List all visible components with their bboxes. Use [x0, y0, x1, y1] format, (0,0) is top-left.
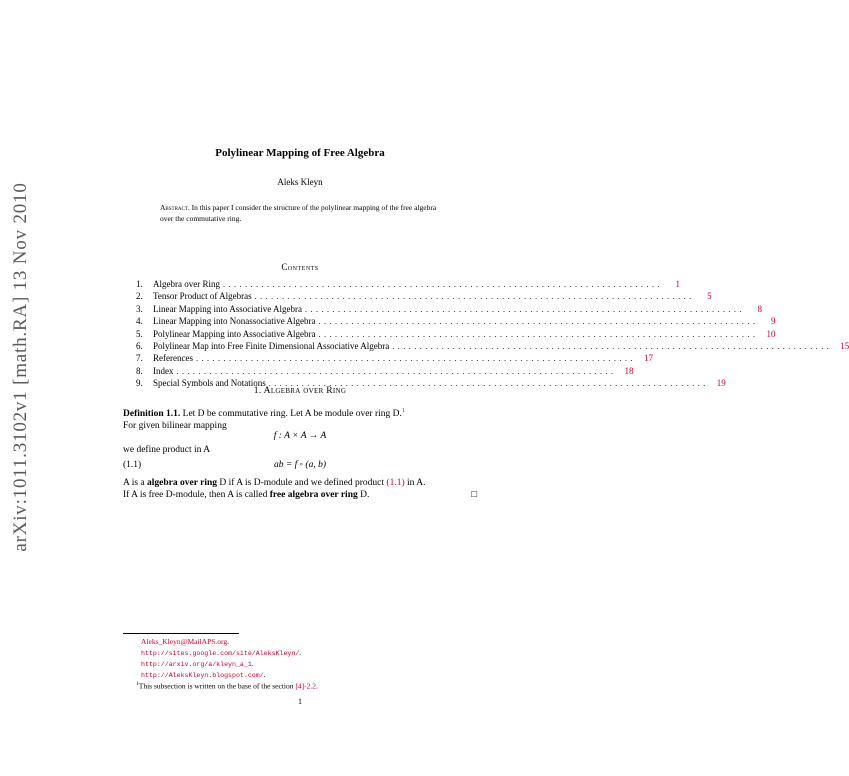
footnote-mark[interactable]: 1 — [401, 408, 405, 414]
qed-icon: □ — [471, 490, 477, 500]
toc-item[interactable]: 9. Special Symbols and Notations ................................................................................ 19 — [136, 378, 726, 389]
toc-item[interactable]: 7. References ................................................................................ 17 — [136, 353, 653, 364]
author-email-line: Aleks_Kleyn@MailAPS.org. — [141, 637, 230, 646]
definition-label: Definition 1.1. — [123, 409, 181, 420]
url-line: http://AleksKleyn.blogspot.com/. — [141, 670, 266, 679]
toc-item[interactable]: 6. Polylinear Map into Free Finite Dimensional Associative Algebra ................................................................................ 15 — [136, 340, 849, 351]
equation-1-1 — [123, 459, 477, 471]
toc-item[interactable]: 1. Algebra over Ring ................................................................................ 1 — [136, 279, 680, 289]
url-link[interactable]: http://arxiv.org/a/kleyn_a_1 — [141, 661, 252, 668]
abstract — [160, 202, 450, 224]
url-link[interactable]: http://AleksKleyn.blogspot.com/ — [141, 672, 264, 679]
equation-ref-link[interactable]: (1.1) — [386, 478, 405, 488]
equation-body: ab = f ◦ (a, b) — [274, 460, 326, 470]
display-mapping: f : A × A → A — [273, 431, 327, 441]
arxiv-id: arXiv:1011.3102v1 [math.RA] 13 Nov 2010 — [10, 182, 31, 552]
citation-link[interactable]: [4]-2.2 — [295, 681, 317, 691]
toc-item[interactable]: 2. Tensor Product of Algebras ................................................................................ 5 — [136, 291, 712, 302]
toc-item[interactable]: 3. Linear Mapping into Associative Algebra ................................................................................ 8 — [136, 303, 762, 314]
text-line: we define product in A — [123, 445, 211, 455]
toc-item[interactable]: 4. Linear Mapping into Nonassociative Algebra ................................................................................ 9 — [136, 316, 776, 327]
algebra-definition-paragraph: A is a algebra over ring D if A is D-module and we defined product (1.1) in A. If A is free D-module, then A is called free algebra over ring D. □ — [123, 478, 477, 500]
table-of-contents — [136, 278, 849, 390]
url-line: http://arxiv.org/a/kleyn_a_1. — [141, 659, 254, 668]
term-free-algebra-over-ring: free algebra over ring — [269, 490, 358, 500]
url-link[interactable]: http://sites.google.com/site/AleksKleyn/ — [141, 650, 300, 657]
paper-title: Polylinear Mapping of Free Algebra — [215, 147, 385, 159]
equation-label: (1.1) — [123, 460, 142, 470]
author-email-link[interactable]: Aleks_Kleyn@MailAPS.org — [141, 637, 228, 646]
contents-heading: Contents — [281, 262, 319, 272]
arxiv-stamp — [4, 176, 38, 566]
abstract-text: In this paper I consider the structure of the polylinear mapping of the free algebra over the commutative ring. — [160, 203, 437, 223]
definition-1-1: Definition 1.1. Let D be commutative ring. Let A be module over ring D.$^1$ For given bilinear mapping — [123, 408, 405, 432]
page-number: 1 — [298, 697, 302, 706]
url-line: http://sites.google.com/site/AleksKleyn/. — [141, 648, 302, 657]
section-heading: 1. Algebra over Ring — [253, 386, 347, 396]
toc-item[interactable]: 8. Index ................................................................................ 18 — [136, 365, 634, 376]
footnote-rule — [123, 633, 239, 634]
toc-item[interactable]: 5. Polylinear Mapping into Associative Algebra ................................................................................ 10 — [136, 328, 776, 339]
abstract-label: Abstract. — [160, 203, 190, 212]
author: Aleks Kleyn — [277, 177, 323, 187]
term-algebra-over-ring: algebra over ring — [147, 478, 218, 488]
footnote-1: $^1$This subsection is written on the base of the section [4]-2.2. — [136, 681, 318, 691]
footnote-number: 1 — [136, 681, 139, 687]
